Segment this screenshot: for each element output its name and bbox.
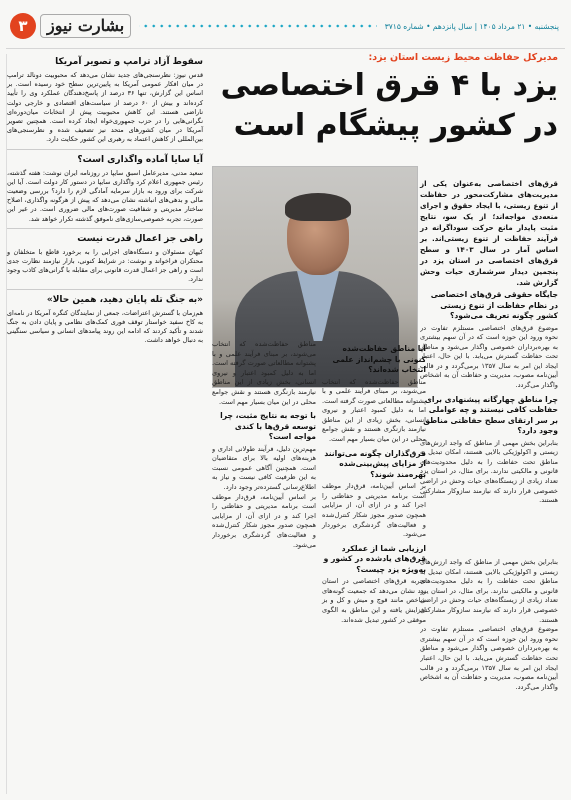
- article-column-center: [212, 340, 426, 792]
- answer: تجربه قرق‌های اختصاصی در استان یزد نشان می‌دهد که جمعیت گونه‌های شاخص مانند قوچ و میش و کل و بز افزایش یافته و این مناطق به الگوی موفقی در کشور تبدیل شده‌اند.: [322, 577, 426, 624]
- answer: مهم‌ترین دلیل، فرآیند طولانی اداری و هزینه‌های اولیه بالا برای متقاضیان است. همچنین آگاهی عمومی نسبت به این ظرفیت کافی نیست و نیاز به اطلاع‌رسانی گسترده‌تر وجود دارد.: [212, 444, 316, 492]
- answer: موضوع قرق‌های اختصاصی مستلزم تفاوت در نحوه ورود این حوزه است که در آن سهم بیشتری به بهره‌برداران خصوصی واگذار می‌شود و مناطق تحت حفاظت گسترش می‌یابد. با این حال، اعتبار ایجاد این امر به سال ۱۳۵۷ برمی‌گردد و در قالب آیین‌نامه مصوب، مدیریت و حفاظت آن به اشخاص واگذار می‌گردد.: [420, 323, 558, 390]
- answer: مناطق حفاظت‌شده که انتخاب می‌شوند، بر مبنای فرآیند علمی و با پشتوانه مطالعاتی صورت گرفته است. اما به دلیل کمبود اعتبار و نیروی انسانی، بخش زیادی از این مناطق نیازمند بازنگری هستند و نقش جوامع محلی در این میان بسیار مهم است.: [212, 340, 316, 406]
- sidebar-divider: [7, 289, 203, 290]
- photo-hair-shape: [285, 193, 351, 221]
- article-column-center-left: [212, 340, 316, 550]
- answer: بنابراین بخش مهمی از مناطق که واجد ارزش‌های زیستی و اکولوژیکی بالایی هستند، امکان تبدیل به مناطق تحت حفاظت را به دلیل محدودیت‌های قانونی و مالکیتی ندارند. برای مثال، در استان یزد تعداد زیادی از زیستگاه‌های حیات وحش در اراضی خصوصی قرار دارند که نیازمند سازوکار مشارکتی هستند.: [420, 558, 558, 624]
- article-lead: قرق‌های اختصاصی به‌عنوان یکی از مدیریت‌های مشارکت‌محور در حفاظت از تنوع زیستی، با ایجاد حقوق و اجرای منعه‌دی مواجه‌اند؛ از یک سو، نتایج مثبت پایدار مانع حرکت سوداگرانه در فرآیند حفاظت از تنوع زیستی‌اند. بر اساس آمار در سال ۱۴۰۳ و سطح قرق‌های اختصاصی در استان یزد در پنجمین دیدار سرشماری حیات وحش گزارش شد.: [420, 179, 558, 287]
- answer: بر اساس آیین‌نامه، قرق‌دار موظف است برنامه مدیریتی و حفاظتی را اجرا کند و در ازای آن، از مزایایی همچون صدور مجوز شکار کنترل‌شده و فعالیت‌های گردشگری برخوردار می‌شود.: [322, 482, 426, 539]
- question: ارزیابی شما از عملکرد قرق‌های یادشده در کشور و به‌ویژه یزد چیست؟: [323, 543, 426, 574]
- header-divider: [139, 22, 377, 30]
- news-sidebar: [6, 54, 203, 794]
- question: چرا مناطق چهارگانه پیشنهادی برای حفاظت کافی نیستند و چه عواملی بر سر ارتقای سطح حفاظتی مناطق وجود دارد؟: [423, 394, 558, 436]
- page-number-badge: ۳: [10, 13, 36, 39]
- question: با توجه به نتایج مثبت، چرا توسعه قرق‌ها با کندی مواجه است؟: [220, 411, 316, 442]
- sidebar-headline: راهی جز اعمال قدرت نیست: [77, 233, 203, 244]
- sidebar-headline: سقوط آزاد ترامپ و تصویر آمریکا: [55, 57, 203, 67]
- article-column-center-right: [322, 340, 426, 625]
- answer: مناطق حفاظت‌شده که انتخاب می‌شوند، بر مبنای فرآیند علمی و با پشتوانه مطالعاتی صورت گرفته است. اما به دلیل کمبود اعتبار و نیروی انسانی، بخش زیادی از این مناطق نیازمند بازنگری هستند و نقش جوامع محلی در این میان بسیار مهم است.: [322, 377, 426, 444]
- question: جایگاه حقوقی قرق‌های اختصاصی در نظام حفاظت از تنوع زیستی کشور چگونه تعریف می‌شود؟: [430, 290, 558, 320]
- sidebar-body: قدس نیوز: نظرسنجی‌های جدید نشان می‌دهد که محبوبیت دونالد ترامپ در میان افکار عمومی آمریکا به پایین‌ترین سطح خود رسیده است. بر اساس این گزارش، تنها ۳۶ درصد از پاسخ‌دهندگان عملکرد وی را تأیید کرده‌اند و بیش از ۶۰ درصد از سیاست‌های اقتصادی و خارجی دولت ناراضی هستند. این کاهش محبوبیت پیش از انتخابات میان‌دوره‌ای نگرانی‌هایی را در حزب جمهوری‌خواه ایجاد کرده است. همچنین تصویر آمریکا در میان کشورهای متحد نیز تضعیف شده و نظرسنجی‌های بین‌المللی از کاهش اعتماد به رهبری این کشور حکایت دارد.: [7, 71, 203, 144]
- question: آیا مناطق حفاظت‌شده کنونی با چشم‌انداز علمی انتخاب شده‌اند؟: [332, 344, 426, 374]
- answer: بنابراین بخش مهمی از مناطق که واجد ارزش‌های زیستی و اکولوژیکی بالایی هستند، امکان تبدیل به مناطق تحت حفاظت را به دلیل محدودیت‌های قانونی و مالکیتی ندارند. برای مثال، در استان یزد تعداد زیادی از زیستگاه‌های حیات وحش در اراضی خصوصی قرار دارند که نیازمند سازوکار مشارکتی هستند.: [420, 438, 558, 505]
- page-header: [6, 4, 565, 49]
- sidebar-body: کیهان مسئولان و دستگاه‌های اجرایی را به برخورد قاطع با متخلفان و محتکران فراخواند و نوشت: در شرایط کنونی، بازار نیازمند نظارت جدی است و راهی جز اعمال قدرت قانونی برای مقابله با گرانی‌های کاذب وجود ندارد.: [7, 247, 203, 284]
- answer: موضوع قرق‌های اختصاصی مستلزم تفاوت در نحوه ورود این حوزه است که در آن سهم بیشتری به بهره‌برداران خصوصی واگذار می‌شود و مناطق تحت حفاظت گسترش می‌یابد. با این حال، اعتبار ایجاد این امر به سال ۱۳۵۷ برمی‌گردد و در قالب آیین‌نامه مصوب، مدیریت و حفاظت آن به اشخاص واگذار می‌گردد.: [420, 625, 558, 691]
- article-headline: یزد با ۴ قرق اختصاصی در کشور پیشگام است: [220, 68, 558, 143]
- newspaper-logo: [10, 13, 131, 39]
- sidebar-body: سعید مدنی، مدیرعامل اسبق سایپا در روزنامه ایران نوشت: هفته گذشته، رئیس جمهوری اعلام کرد واگذاری سایپا در دستور کار دولت است. آیا این شرکت برای ورود به بازار سرمایه آمادگی لازم را دارد؟ بررسی وضعیت مالی و بدهی‌های انباشته نشان می‌دهد که پیش از هرگونه واگذاری، اصلاح ساختار مدیریتی و شفافیت صورت‌های مالی ضروری است. در غیر این صورت، تجربه خصوصی‌سازی‌های ناموفق گذشته تکرار خواهد شد.: [7, 168, 203, 223]
- question: قرق‌گذاران چگونه می‌توانند از مزایای پیش‌بینی‌شده بهره‌مند شوند؟: [324, 448, 426, 479]
- answer: بر اساس آیین‌نامه، قرق‌دار موظف است برنامه مدیریتی و حفاظتی را اجرا کند و در ازای آن، از مزایایی همچون صدور مجوز شکار کنترل‌شده و فعالیت‌های گردشگری برخوردار می‌شود.: [212, 492, 316, 549]
- sidebar-headline: آیا سایا آماده واگذاری است؟: [77, 154, 203, 165]
- sidebar-divider: [7, 228, 203, 229]
- sidebar-body: هم‌زمان با گسترش اعتراضات، جمعی از نمایندگان کنگره آمریکا در نامه‌ای به کاخ سفید خواستار توقف فوری کمک‌های نظامی و پایان دادن به جنگ شدند و تأکید کردند که ادامه این روند پیامدهای انسانی و سیاسی سنگینی به دنبال خواهد داشت.: [7, 308, 203, 345]
- article-kicker: مدیرکل حفاظت محیط زیست استان یزد:: [368, 52, 558, 63]
- sidebar-divider: [7, 149, 203, 150]
- sidebar-headline: «به جنگ تله پایان دهید، همین حالا»: [46, 294, 203, 305]
- logo-text: بشارت نیوز: [40, 14, 131, 38]
- issue-meta: پنجشنبه • ۲۱ مرداد ۱۴۰۵ | سال پانزدهم • شماره ۳۷۱۵: [384, 21, 559, 31]
- article-column-middle: [422, 340, 558, 792]
